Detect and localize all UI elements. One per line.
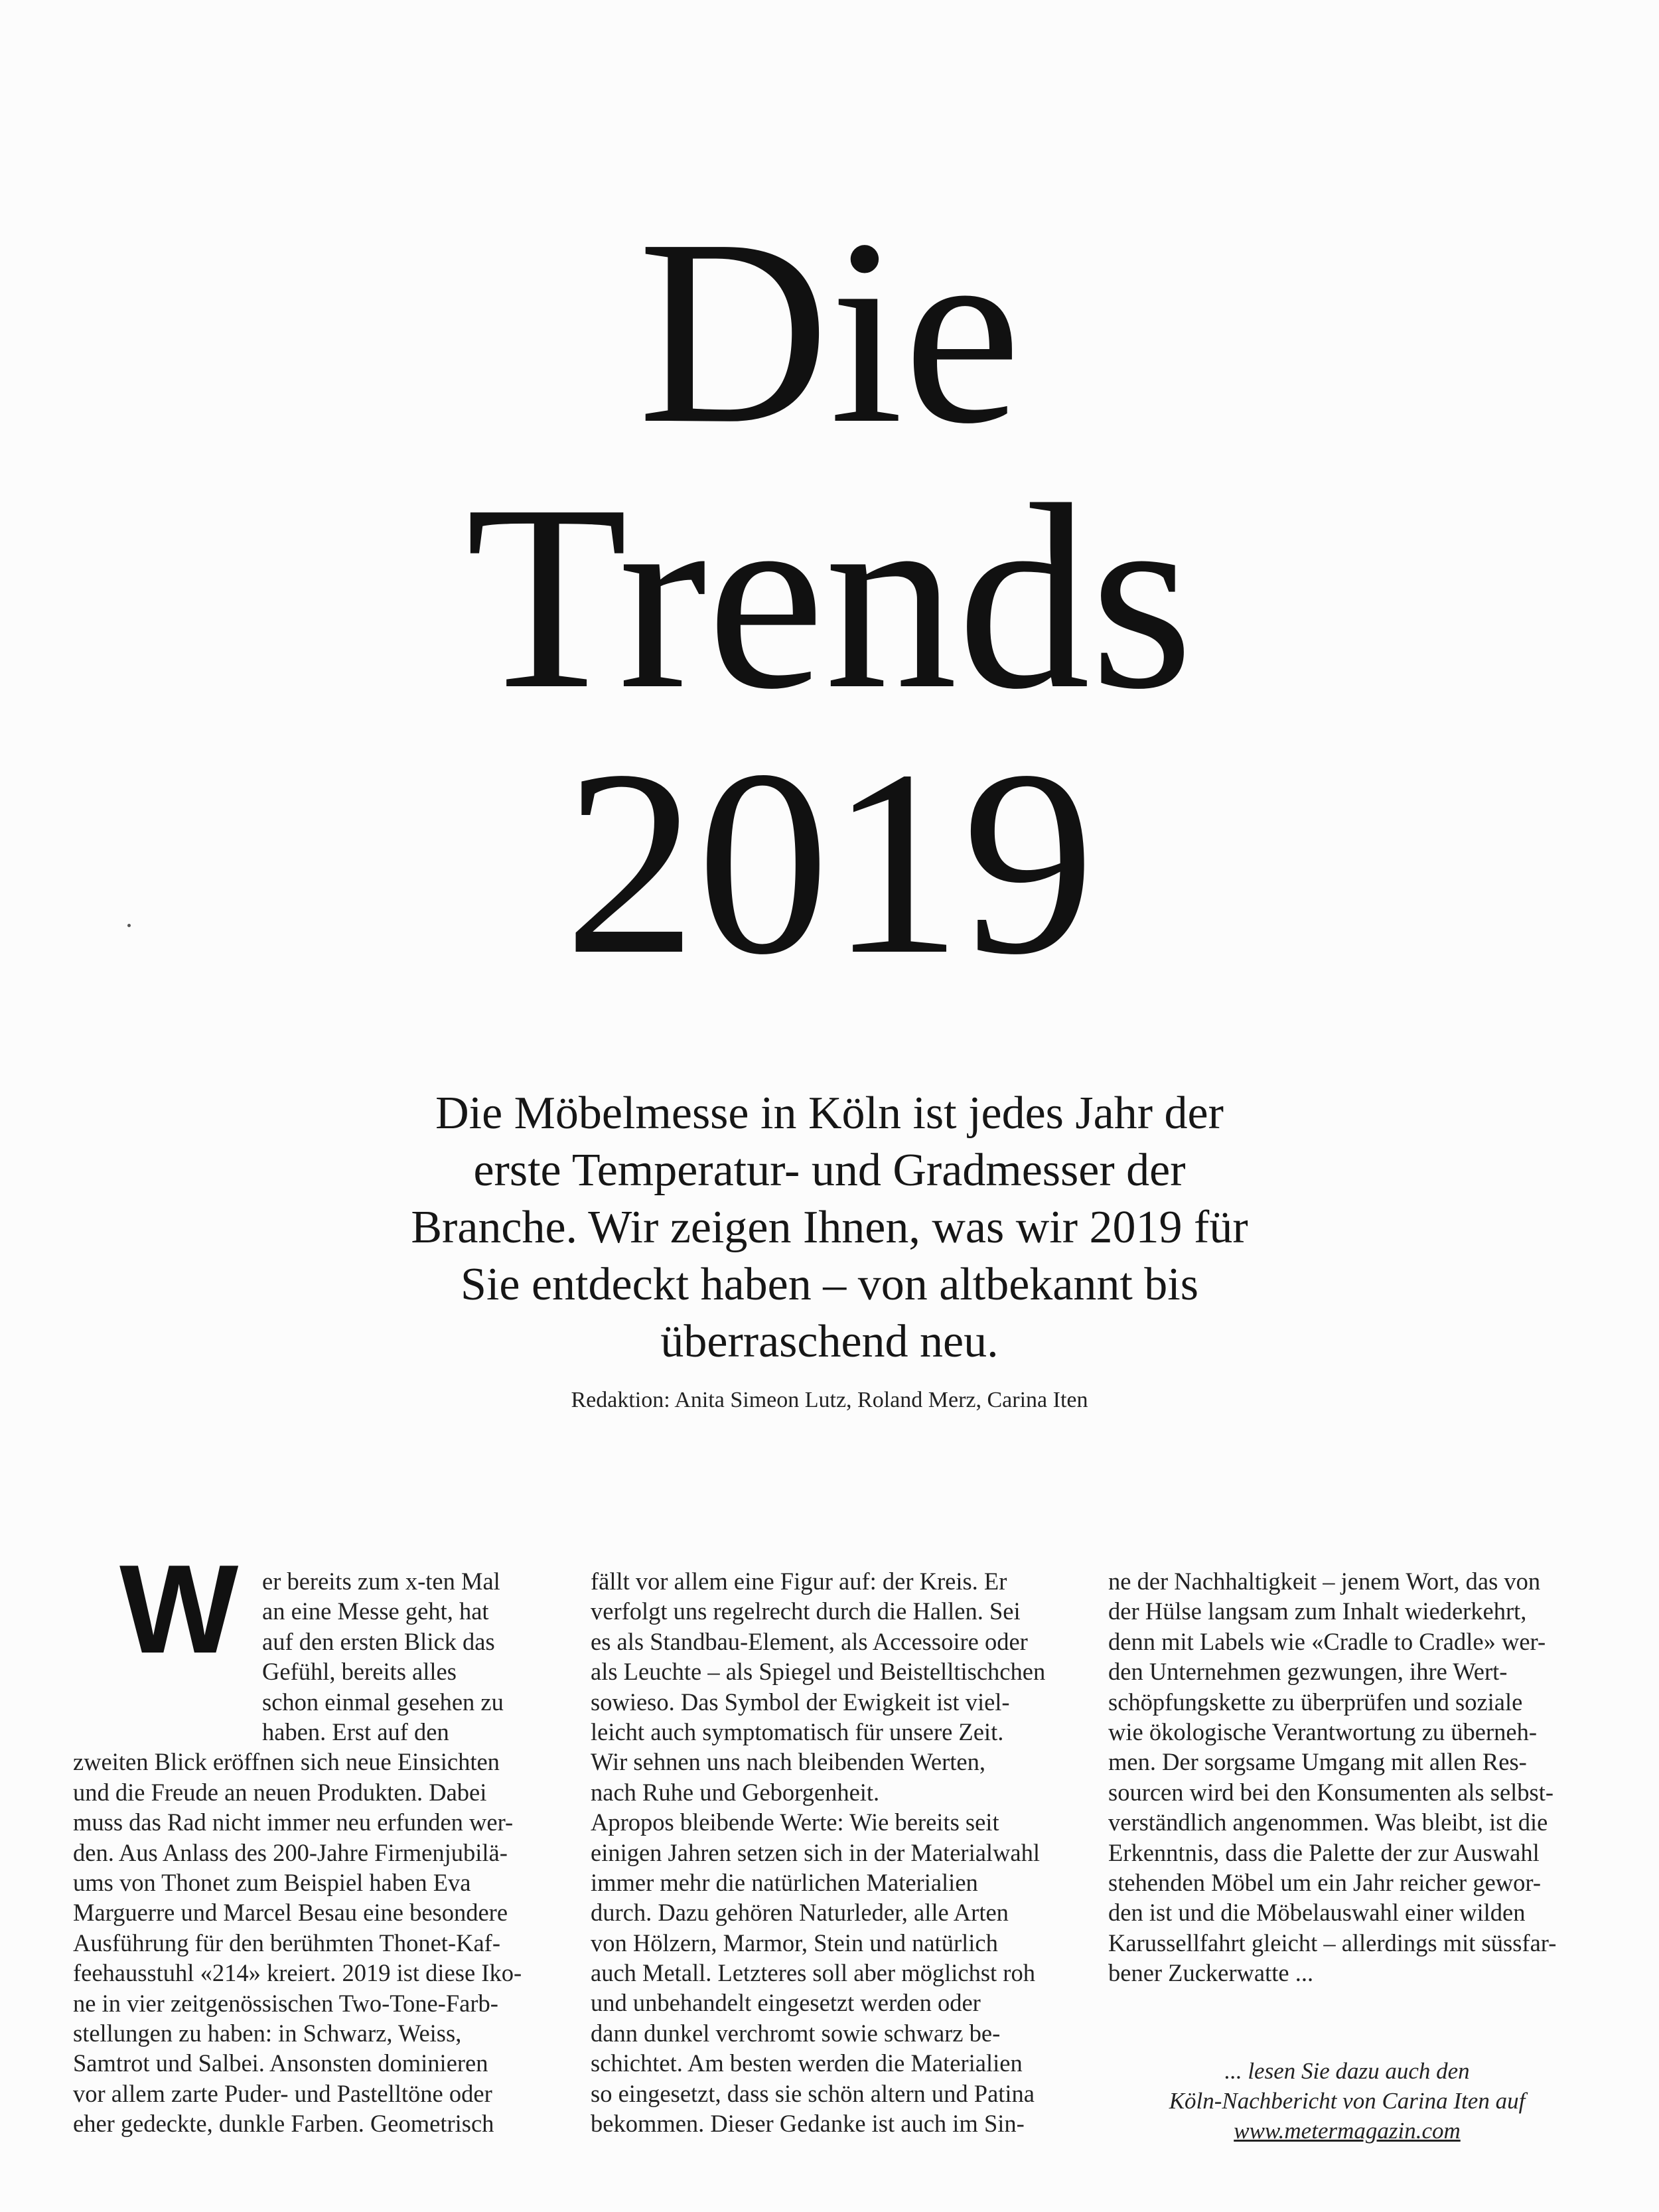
text-line: ne in vier zeitgenössischen Two-Tone-Farb- <box>73 1989 498 2017</box>
text-line: denn mit Labels wie «Cradle to Cradle» wer- <box>1108 1627 1546 1655</box>
text-line: es als Standbau-Element, als Accessoire oder <box>591 1627 1028 1655</box>
text-line: verständlich angenommen. Was bleibt, ist die <box>1108 1808 1548 1836</box>
text-line: schon einmal gesehen zu <box>262 1688 504 1716</box>
text-line: schöpfungskette zu überprüfen und soziale <box>1108 1688 1523 1716</box>
text-line: zweiten Blick eröffnen sich neue Einsichten <box>73 1748 500 1776</box>
text-line: haben. Erst auf den <box>262 1718 449 1745</box>
text-line: Gefühl, bereits alles <box>262 1658 457 1686</box>
lede <box>299 1085 1360 1370</box>
text-line: eher gedeckte, dunkle Farben. Geometrisch <box>73 2110 494 2138</box>
text-line: vor allem zarte Puder- und Pastelltöne oder <box>73 2079 492 2107</box>
column-3 <box>1108 1566 1586 1988</box>
text-line: dann dunkel verchromt sowie schwarz be- <box>591 2019 1001 2047</box>
text-line: sowieso. Das Symbol der Ewigkeit ist viel- <box>591 1688 1010 1716</box>
text-line: verfolgt uns regelrecht durch die Hallen. Sei <box>591 1597 1021 1625</box>
text-line: Samtrot und Salbei. Ansonsten dominieren <box>73 2049 488 2077</box>
lede-line: überraschend neu. <box>660 1316 999 1367</box>
column-1-body <box>73 1747 554 2138</box>
text-line: von Hölzern, Marmor, Stein und natürlich <box>591 1929 998 1956</box>
text-line: den. Aus Anlass des 200-Jahre Firmenjubilä- <box>73 1838 508 1866</box>
column-1-top <box>262 1566 554 1747</box>
website-link[interactable]: www.metermagazin.com <box>1234 2118 1461 2144</box>
text-line: immer mehr die natürlichen Materialien <box>591 1868 978 1896</box>
text-line: als Leuchte – als Spiegel und Beistelltischchen <box>591 1658 1046 1686</box>
headline-line-3: 2019 <box>564 715 1095 1009</box>
text-line: Ausführung für den berühmten Thonet-Kaf- <box>73 1929 500 1956</box>
text-line: bekommen. Dieser Gedanke ist auch im Sin- <box>591 2110 1025 2138</box>
lede-line: Branche. Wir zeigen Ihnen, was wir 2019 für <box>411 1202 1248 1253</box>
lede-line: Die Möbelmesse in Köln ist jedes Jahr der <box>435 1088 1224 1139</box>
teaser-line: ... lesen Sie dazu auch den <box>1224 2058 1470 2084</box>
byline: Redaktion: Anita Simeon Lutz, Roland Merz, Carina Iten <box>571 1388 1088 1412</box>
text-line: und unbehandelt eingesetzt werden oder <box>591 1989 981 2017</box>
text-line: durch. Dazu gehören Naturleder, alle Arten <box>591 1899 1009 1927</box>
text-line: Apropos bleibende Werte: Wie bereits seit <box>591 1808 999 1836</box>
text-line: an eine Messe geht, hat <box>262 1597 489 1625</box>
text-line: schichtet. Am besten werden die Materialien <box>591 2049 1023 2077</box>
text-line: ums von Thonet zum Beispiel haben Eva <box>73 1868 471 1896</box>
text-line: er bereits zum x-ten Mal <box>262 1568 500 1595</box>
drop-cap: W <box>119 1539 239 1680</box>
text-line: feehausstuhl «214» kreiert. 2019 ist diese Iko- <box>73 1959 522 1987</box>
lede-line: Sie entdeckt haben – von altbekannt bis <box>461 1259 1198 1310</box>
text-line: den Unternehmen gezwungen, ihre Wert- <box>1108 1658 1508 1686</box>
text-line: men. Der sorgsame Umgang mit allen Res- <box>1108 1748 1527 1776</box>
text-line: auch Metall. Letzteres soll aber möglichst roh <box>591 1959 1035 1987</box>
text-line: wie ökologische Verantwortung zu überneh- <box>1108 1718 1538 1745</box>
text-line: Karussellfahrt gleicht – allerdings mit süssfar- <box>1108 1929 1557 1956</box>
teaser-line: Köln-Nachbericht von Carina Iten auf <box>1169 2088 1526 2114</box>
headline-line-1: Die <box>638 184 1021 479</box>
headline-line-2: Trends <box>465 450 1194 744</box>
text-line: so eingesetzt, dass sie schön altern und Patina <box>591 2079 1035 2107</box>
text-line: stehenden Möbel um ein Jahr reicher gewor- <box>1108 1868 1541 1896</box>
teaser <box>1108 2056 1586 2146</box>
text-line: sourcen wird bei den Konsumenten als selbst- <box>1108 1778 1554 1806</box>
text-line: Erkenntnis, dass die Palette der zur Auswahl <box>1108 1838 1540 1866</box>
text-line: Marguerre und Marcel Besau eine besondere <box>73 1899 508 1927</box>
text-line: Wir sehnen uns nach bleibenden Werten, <box>591 1748 985 1776</box>
column-2 <box>591 1566 1068 2138</box>
text-line: bener Zuckerwatte ... <box>1108 1959 1314 1987</box>
text-line: den ist und die Möbelauswahl einer wilden <box>1108 1899 1526 1927</box>
lede-line: erste Temperatur- und Gradmesser der <box>473 1145 1186 1196</box>
text-line: ne der Nachhaltigkeit – jenem Wort, das von <box>1108 1568 1541 1595</box>
text-line: einigen Jahren setzen sich in der Materialwahl <box>591 1838 1041 1866</box>
text-line: und die Freude an neuen Produkten. Dabei <box>73 1778 487 1806</box>
text-line: auf den ersten Blick das <box>262 1627 495 1655</box>
text-line: stellungen zu haben: in Schwarz, Weiss, <box>73 2019 462 2047</box>
text-line: der Hülse langsam zum Inhalt wiederkehrt, <box>1108 1597 1527 1625</box>
text-line: fällt vor allem eine Figur auf: der Kreis. Er <box>591 1568 1007 1595</box>
text-line: muss das Rad nicht immer neu erfunden wer- <box>73 1808 514 1836</box>
text-line: nach Ruhe und Geborgenheit. <box>591 1778 880 1806</box>
text-line: leicht auch symptomatisch für unsere Zeit. <box>591 1718 1004 1745</box>
